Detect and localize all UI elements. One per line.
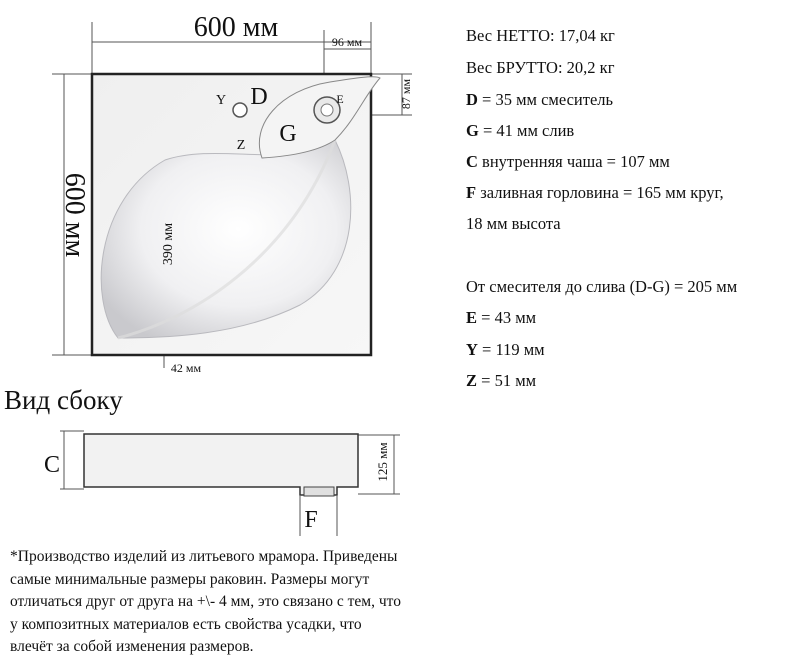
dim-d-letter: D: [250, 84, 268, 110]
spec-f-height: 18 мм высота: [466, 214, 561, 233]
side-f-label: F: [304, 507, 318, 533]
spec-f: F заливная горловина = 165 мм круг,: [466, 183, 724, 202]
side-height-label: 125 мм: [375, 442, 390, 482]
faucet-depth-label: 87 мм: [399, 78, 413, 110]
top-view: [52, 12, 413, 375]
spec-g: G = 41 мм слив: [466, 121, 575, 140]
spec-net-weight: Вес НЕТТО: 17,04 кг: [466, 26, 615, 45]
note-line: отличаться друг от друга на +\- 4 мм, это связано с тем, что: [10, 593, 401, 610]
spec-d-g: От смесителя до слива (D-G) = 205 мм: [466, 277, 738, 296]
spec-gross-weight: Вес БРУТТО: 20,2 кг: [466, 58, 615, 77]
faucet-offset-label: 96 мм: [331, 35, 363, 49]
sink-side-profile: [84, 434, 358, 495]
dim-g-letter: G: [279, 121, 297, 147]
drain-neck: [304, 487, 334, 496]
production-note: [10, 546, 510, 659]
height-label: 600 мм: [59, 172, 90, 258]
note-line: *Производство изделий из литьевого мрамора. Приведены: [10, 548, 398, 565]
bowl-length-label: 390 мм: [161, 222, 176, 266]
spec-z: Z = 51 мм: [466, 371, 537, 390]
spec-e: E = 43 мм: [466, 308, 537, 327]
spec-y: Y = 119 мм: [466, 340, 545, 359]
drain-hole: [233, 103, 247, 117]
note-line: влечёт за собой изменения размеров.: [10, 638, 254, 655]
note-line: у композитных материалов есть свойства усадки, что: [10, 615, 362, 633]
spec-d: D = 35 мм смеситель: [466, 90, 614, 109]
spec-c: C внутренняя чаша = 107 мм: [466, 152, 670, 171]
side-view-title: Вид сбоку: [4, 385, 123, 415]
note-line: самые минимальные размеры раковин. Размеры могут: [10, 570, 370, 588]
dim-z-letter: Z: [236, 138, 246, 153]
width-label: 600 мм: [193, 12, 279, 43]
side-c-label: C: [43, 452, 61, 478]
dim-y-letter: Y: [215, 93, 227, 108]
side-view: [44, 431, 400, 536]
corner-offset-label: 42 мм: [170, 361, 202, 375]
dim-e-letter: E: [336, 92, 344, 106]
